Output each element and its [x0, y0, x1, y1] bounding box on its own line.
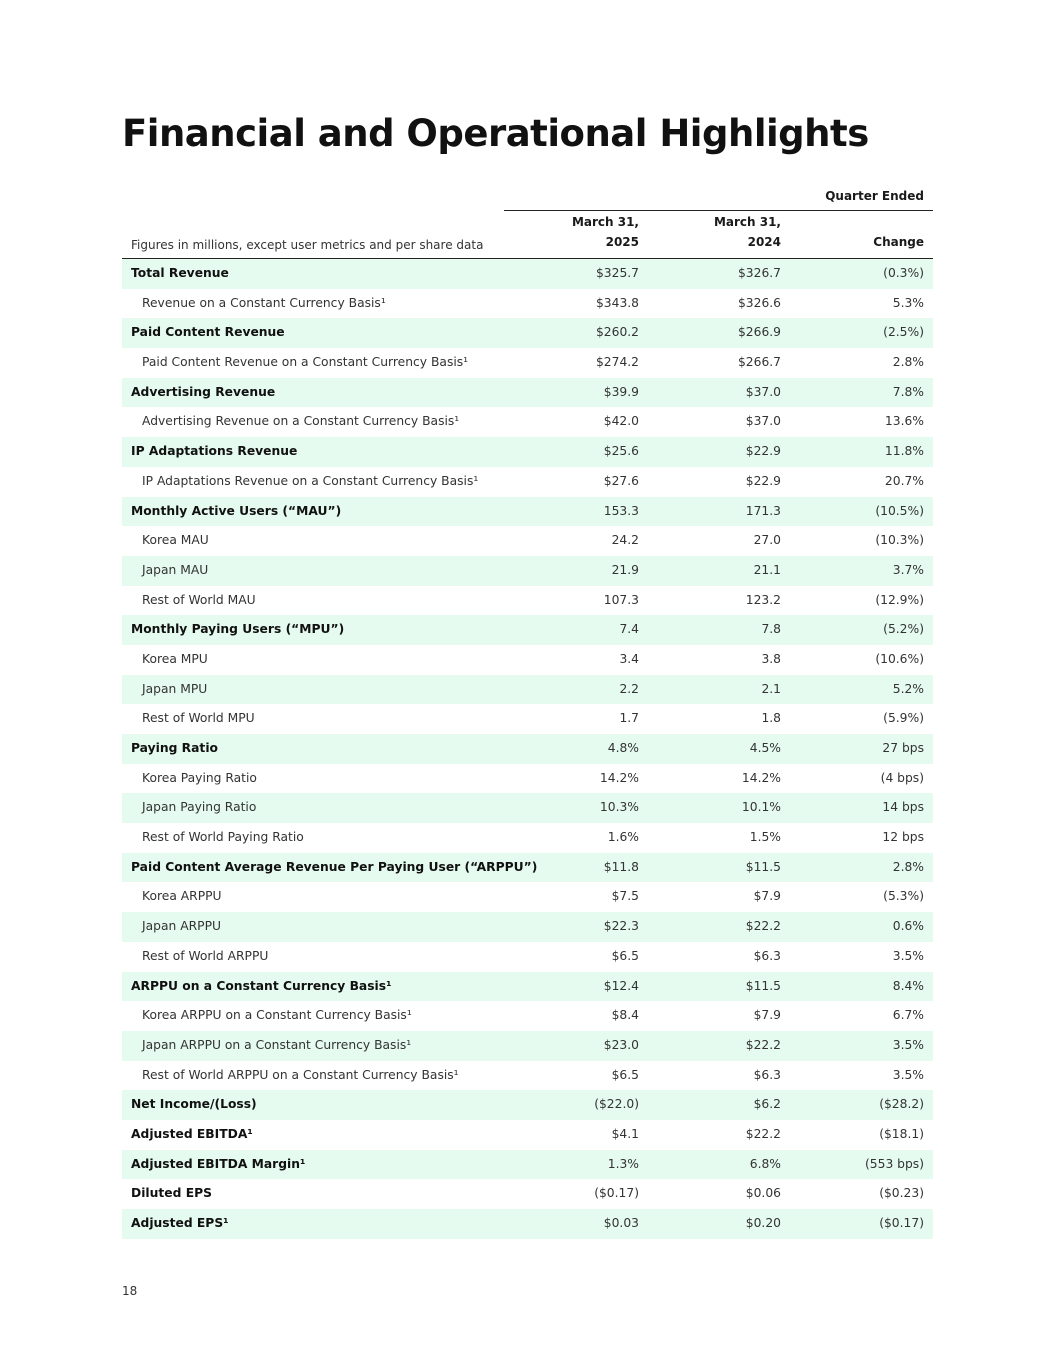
table-row	[122, 526, 933, 556]
table-row	[122, 1150, 933, 1180]
value-2025: 21.9	[611, 562, 639, 577]
value-change: 2.8%	[892, 859, 924, 874]
row-label: Japan MPU	[142, 681, 208, 696]
value-2024: $37.0	[745, 384, 781, 399]
value-change: 3.5%	[892, 1037, 924, 1052]
table-row	[122, 586, 933, 616]
table-row	[122, 1120, 933, 1150]
value-2025: $25.6	[603, 444, 639, 459]
value-2025: ($0.17)	[594, 1186, 639, 1201]
table-row	[122, 467, 933, 497]
row-label: Paid Content Revenue on a Constant Currency Basis¹	[142, 355, 469, 370]
row-label: Adjusted EBITDA¹	[131, 1126, 253, 1141]
table-row	[122, 289, 933, 319]
table-row	[122, 437, 933, 467]
value-2025: 2.2	[619, 681, 639, 696]
table-row	[122, 823, 933, 853]
table-row	[122, 675, 933, 705]
row-label: Advertising Revenue on a Constant Currency Basis¹	[142, 414, 460, 429]
value-2025: 1.3%	[607, 1156, 639, 1171]
column-header-change	[873, 232, 924, 252]
table-row	[122, 1090, 933, 1120]
row-label: Paid Content Average Revenue Per Paying User (“ARPPU”)	[131, 859, 538, 874]
value-2024: $7.9	[753, 889, 781, 904]
value-change: 2.8%	[892, 355, 924, 370]
value-change: 5.2%	[892, 681, 924, 696]
row-label: Adjusted EPS¹	[131, 1216, 229, 1230]
row-label: IP Adaptations Revenue	[131, 444, 298, 459]
value-2025: 10.3%	[599, 800, 639, 815]
row-label: Diluted EPS	[131, 1186, 212, 1201]
value-change: (10.5%)	[875, 503, 924, 518]
column-header-line: 2024	[747, 235, 781, 249]
row-label: Advertising Revenue	[131, 384, 276, 399]
row-label: Rest of World Paying Ratio	[142, 830, 304, 845]
value-change: 7.8%	[892, 384, 924, 399]
table-row	[122, 1031, 933, 1061]
highlights-table	[122, 180, 933, 1239]
row-label: Monthly Active Users (“MAU”)	[131, 503, 342, 518]
value-change: (5.3%)	[883, 889, 924, 904]
column-header-line: March 31,	[713, 215, 781, 229]
row-label: Total Revenue	[131, 266, 229, 280]
value-2024: $7.9	[753, 1008, 781, 1023]
page-title: Financial and Operational Highlights	[122, 112, 869, 155]
value-change: 0.6%	[892, 919, 924, 934]
table-row	[122, 1061, 933, 1091]
value-2024: 7.8	[761, 622, 781, 637]
table-row	[122, 853, 933, 883]
value-2024: 2.1	[761, 681, 781, 696]
value-2024: $22.2	[745, 1126, 781, 1141]
value-change: ($0.23)	[879, 1186, 924, 1201]
value-change: 13.6%	[884, 414, 924, 429]
table-row	[122, 497, 933, 527]
value-2025: $274.2	[595, 355, 639, 370]
table-row	[122, 734, 933, 764]
column-header-line: March 31,	[571, 215, 639, 229]
column-header-march-2025	[572, 212, 639, 252]
value-2025: $23.0	[603, 1037, 639, 1052]
value-2025: $325.7	[595, 266, 639, 280]
value-change: (10.6%)	[875, 651, 924, 666]
value-2024: $37.0	[745, 414, 781, 429]
value-2025: 1.7	[619, 711, 639, 726]
table-row	[122, 645, 933, 675]
value-2025: 107.3	[603, 592, 639, 607]
quarter-ended-label: Quarter Ended	[825, 189, 924, 203]
value-2025: 153.3	[603, 503, 639, 518]
value-2025: 3.4	[619, 651, 639, 666]
table-row	[122, 318, 933, 348]
value-2025: 7.4	[619, 622, 639, 637]
value-2025: $6.5	[611, 1067, 639, 1082]
table-row	[122, 942, 933, 972]
value-2024: 171.3	[745, 503, 781, 518]
value-2024: 1.8	[761, 711, 781, 726]
table-row	[122, 793, 933, 823]
table-row	[122, 556, 933, 586]
row-label: Net Income/(Loss)	[131, 1097, 257, 1112]
row-label: Paying Ratio	[131, 741, 218, 755]
value-2024: $266.9	[737, 325, 781, 340]
value-2024: 123.2	[745, 592, 781, 607]
table-row	[122, 764, 933, 794]
row-label: Rest of World ARPPU	[142, 948, 269, 963]
row-label: ARPPU on a Constant Currency Basis¹	[131, 978, 392, 993]
value-2024: $266.7	[737, 355, 781, 370]
row-label: Rest of World MAU	[142, 592, 256, 607]
value-change: 5.3%	[892, 295, 924, 310]
value-2025: $22.3	[603, 919, 639, 934]
value-2025: $8.4	[611, 1008, 639, 1023]
value-2025: $343.8	[595, 295, 639, 310]
table-body	[122, 259, 933, 1239]
row-label: Korea ARPPU	[142, 889, 222, 904]
value-2025: $27.6	[603, 473, 639, 488]
value-change: 3.5%	[892, 1067, 924, 1082]
value-2024: 4.5%	[749, 741, 781, 755]
column-header-line: Change	[873, 235, 924, 249]
value-2025: $42.0	[603, 414, 639, 429]
row-label: Revenue on a Constant Currency Basis¹	[142, 295, 386, 310]
value-change: 6.7%	[892, 1008, 924, 1023]
value-2025: 14.2%	[599, 770, 639, 785]
value-2024: $326.6	[737, 295, 781, 310]
value-2024: $22.9	[745, 473, 781, 488]
table-row	[122, 704, 933, 734]
quarter-ended-header	[122, 180, 933, 211]
value-change: (4 bps)	[880, 770, 924, 785]
value-change: 11.8%	[884, 444, 924, 459]
row-label: Korea MPU	[142, 651, 208, 666]
value-2024: $6.2	[753, 1097, 781, 1112]
table-row	[122, 378, 933, 408]
table-row	[122, 1179, 933, 1209]
row-label: IP Adaptations Revenue on a Constant Currency Basis¹	[142, 473, 479, 488]
table-row	[122, 1001, 933, 1031]
row-label: Korea MAU	[142, 533, 209, 548]
value-change: 20.7%	[884, 473, 924, 488]
value-2024: 14.2%	[741, 770, 781, 785]
value-change: (12.9%)	[875, 592, 924, 607]
table-row	[122, 912, 933, 942]
figures-description: Figures in millions, except user metrics and per share data	[131, 238, 484, 252]
value-change: ($0.17)	[879, 1216, 924, 1230]
value-2025: $39.9	[603, 384, 639, 399]
value-2025: $11.8	[603, 859, 639, 874]
value-change: ($18.1)	[879, 1126, 924, 1141]
value-2025: $260.2	[595, 325, 639, 340]
row-label: Rest of World ARPPU on a Constant Currency Basis¹	[142, 1067, 459, 1082]
value-change: 14 bps	[882, 800, 924, 815]
value-change: 27 bps	[882, 741, 924, 755]
value-change: (2.5%)	[883, 325, 924, 340]
column-header-row	[122, 211, 933, 259]
value-2025: $6.5	[611, 948, 639, 963]
row-label: Japan ARPPU on a Constant Currency Basis¹	[142, 1037, 412, 1052]
row-label: Korea ARPPU on a Constant Currency Basis¹	[142, 1008, 412, 1023]
column-header-line: 2025	[605, 235, 639, 249]
value-change: 3.5%	[892, 948, 924, 963]
value-2024: $11.5	[745, 978, 781, 993]
value-2025: 1.6%	[607, 830, 639, 845]
value-change: (5.2%)	[883, 622, 924, 637]
value-change: 3.7%	[892, 562, 924, 577]
value-change: (0.3%)	[883, 266, 924, 280]
column-header-march-2024	[714, 212, 781, 252]
value-2024: $22.2	[745, 1037, 781, 1052]
table-row	[122, 259, 933, 289]
table-row	[122, 407, 933, 437]
value-change: ($28.2)	[879, 1097, 924, 1112]
value-2024: $6.3	[753, 948, 781, 963]
value-2024: 1.5%	[749, 830, 781, 845]
row-label: Rest of World MPU	[142, 711, 255, 726]
value-2024: $11.5	[745, 859, 781, 874]
value-change: (553 bps)	[865, 1156, 924, 1171]
value-change: 8.4%	[892, 978, 924, 993]
value-change: (10.3%)	[875, 533, 924, 548]
row-label: Japan ARPPU	[142, 919, 221, 934]
value-2025: $4.1	[611, 1126, 639, 1141]
value-2025: $0.03	[603, 1216, 639, 1230]
table-row	[122, 1209, 933, 1239]
page-number: 18	[122, 1284, 138, 1298]
row-label: Adjusted EBITDA Margin¹	[131, 1156, 306, 1171]
table-row	[122, 882, 933, 912]
row-label: Monthly Paying Users (“MPU”)	[131, 622, 345, 637]
value-2024: 3.8	[761, 651, 781, 666]
table-row	[122, 615, 933, 645]
value-2025: $7.5	[611, 889, 639, 904]
value-2024: 6.8%	[749, 1156, 781, 1171]
value-2024: $326.7	[737, 266, 781, 280]
value-2025: ($22.0)	[594, 1097, 639, 1112]
value-2024: 27.0	[753, 533, 781, 548]
value-2024: $0.06	[745, 1186, 781, 1201]
row-label: Japan MAU	[142, 562, 209, 577]
value-2024: $6.3	[753, 1067, 781, 1082]
row-label: Korea Paying Ratio	[142, 770, 257, 785]
row-label: Paid Content Revenue	[131, 325, 285, 340]
value-2025: $12.4	[603, 978, 639, 993]
value-2024: $22.9	[745, 444, 781, 459]
value-change: (5.9%)	[883, 711, 924, 726]
value-2024: 21.1	[753, 562, 781, 577]
value-2024: 10.1%	[741, 800, 781, 815]
table-row	[122, 972, 933, 1002]
value-2025: 24.2	[611, 533, 639, 548]
table-row	[122, 348, 933, 378]
value-2025: 4.8%	[607, 741, 639, 755]
row-label: Japan Paying Ratio	[142, 800, 257, 815]
value-2024: $22.2	[745, 919, 781, 934]
value-change: 12 bps	[882, 830, 924, 845]
value-2024: $0.20	[745, 1216, 781, 1230]
